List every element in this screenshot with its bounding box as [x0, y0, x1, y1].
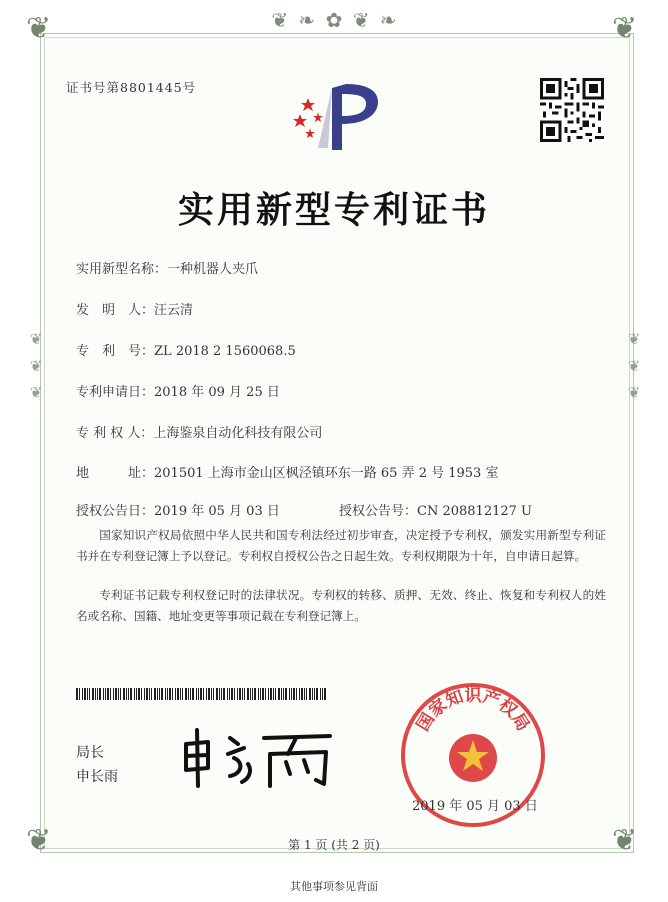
seal-text: 国家知识产权局 — [413, 685, 533, 735]
certificate-number: 证书号第8801445号 — [66, 80, 197, 95]
left-ornament: ❦ ❦ ❦ — [27, 330, 45, 404]
field-label: 发 明 人： — [76, 303, 155, 318]
field-grant-date — [76, 500, 280, 519]
field-value: 201501 上海市金山区枫泾镇环东一路 65 弄 2 号 1953 室 — [154, 466, 499, 481]
handwritten-signature — [178, 724, 338, 792]
field-label: 实用新型名称： — [76, 262, 168, 277]
field-label: 授权公告号： — [339, 504, 418, 519]
corner-ornament: ❦ — [612, 823, 638, 858]
field-value: CN 208812127 U — [417, 504, 532, 519]
field-patentee — [76, 422, 322, 441]
field-value: ZL 2018 2 1560068.5 — [154, 344, 296, 359]
field-value: 汪云清 — [154, 303, 194, 318]
page-title: 实用新型专利证书 — [177, 189, 490, 231]
page-number: 第 1 页 (共 2 页) — [288, 838, 380, 852]
field-address — [76, 462, 498, 481]
body-paragraph: 国家知识产权局依照中华人民共和国专利法经过初步审查，决定授予专利权，颁发实用新型专利证书并在专利登记簿上予以登记。专利权自授权公告之日起生效。专利权期限为十年，自申请日起算。 — [76, 528, 606, 563]
barcode-icon — [76, 688, 328, 700]
seal-date: 2019 年 05 月 03 日 — [412, 799, 538, 814]
field-inventor — [76, 299, 193, 318]
corner-ornament: ❦ — [612, 11, 638, 46]
signatory-title: 局长 — [76, 745, 104, 761]
field-label: 专 利 号： — [76, 344, 155, 359]
field-label: 地 址： — [76, 466, 155, 481]
corner-ornament: ❦ — [26, 11, 52, 46]
field-label: 专利申请日： — [76, 385, 155, 400]
field-filing-date — [76, 381, 280, 400]
body-paragraph: 专利证书记载专利权登记时的法律状况。专利权的转移、质押、无效、终止、恢复和专利权人的姓名或名称、国籍、地址变更等事项记载在专利登记簿上。 — [76, 588, 606, 623]
svg-text:国家知识产权局 — [413, 686, 533, 735]
field-value: 2018 年 09 月 25 日 — [154, 385, 280, 400]
right-ornament: ❦ ❦ ❦ — [625, 330, 643, 404]
field-value: 2019 年 05 月 03 日 — [154, 504, 280, 519]
field-value: 一种机器人夹爪 — [167, 262, 259, 277]
footer-note: 其他事项参见背面 — [290, 880, 378, 893]
field-utility-model-name — [76, 258, 258, 277]
qr-code-icon — [540, 78, 604, 142]
field-label: 授权公告日： — [76, 504, 155, 519]
field-patent-number — [76, 340, 296, 359]
field-value: 上海鉴泉自动化科技有限公司 — [153, 426, 323, 441]
top-ornament: ❦ ❧ ✿ ❦ ❧ — [271, 8, 399, 32]
field-grant-number — [339, 500, 532, 519]
field-label: 专 利 权 人： — [76, 426, 154, 441]
cnipa-logo-icon — [288, 78, 388, 156]
corner-ornament: ❦ — [26, 823, 52, 858]
signatory-name: 申长雨 — [76, 769, 118, 785]
